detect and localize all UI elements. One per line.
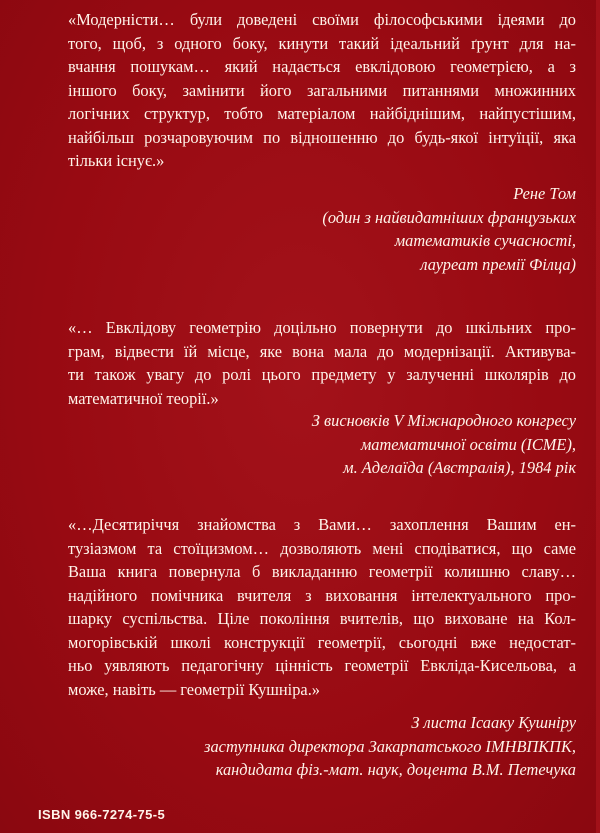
quote-rene-thom bbox=[68, 8, 576, 173]
attribution-line: З листа Ісааку Кушніру bbox=[411, 713, 576, 732]
quote-line: може, навіть — геометрії Кушніра.» bbox=[68, 679, 320, 699]
isbn-label: ISBN 966-7274-75-5 bbox=[38, 807, 166, 822]
quote-line: ньо уявляють педагогічну цінність геометрії Евкліда-Кисельова, а bbox=[68, 656, 576, 675]
attribution-petechuk bbox=[204, 711, 576, 782]
attribution-icme bbox=[312, 409, 576, 480]
quote-line: вчання пошукам… який надається евклідовою геометрією, а з bbox=[68, 57, 576, 76]
quote-line: того, щоб, з одного боку, кинути такий ідеальний ґрунт для на- bbox=[68, 33, 576, 53]
attribution-line: математиків сучасності, bbox=[394, 231, 576, 250]
attribution-line: математичної освіти (ICME), bbox=[360, 434, 576, 454]
quote-line: «Модерністи… були доведені своїми філософськими ідеями до bbox=[68, 10, 576, 29]
attribution-line: З висновків V Міжнародного конгресу bbox=[311, 411, 576, 430]
quote-line: логічних структур, тобто матеріалом найбіднішим, найпустішим, bbox=[68, 104, 576, 123]
cover-edge bbox=[596, 0, 600, 833]
quote-line: Ваша книга повернула б викладанню геометрії колишню славу… bbox=[68, 562, 576, 581]
quote-line: надійного помічника вчителя з виховання інтелектуального про- bbox=[68, 585, 576, 605]
attribution-line: м. Аделаїда (Австралія), 1984 рік bbox=[343, 458, 576, 477]
quote-petechuk bbox=[68, 513, 576, 701]
attribution-line: кандидата фіз.-мат. наук, доцента В.М. Петечука bbox=[215, 760, 576, 779]
quote-line: математичної теорії.» bbox=[68, 388, 219, 408]
attribution-line: лауреат премії Філца) bbox=[420, 254, 576, 274]
quote-line: ти також увагу до ролі цього предмету у залученні школярів до bbox=[68, 365, 576, 384]
quote-icme bbox=[68, 316, 576, 410]
attribution-line: (один з найвидатніших французьких bbox=[322, 207, 576, 227]
quote-line: грам, відвести їй місце, яке вона мала до модернізації. Активува- bbox=[68, 341, 576, 361]
quote-line: «… Евклідову геометрію доцільно повернути до шкільних про- bbox=[68, 318, 576, 337]
quote-line: іншого боку, замінити його загальними питаннями множинних bbox=[68, 80, 576, 100]
quote-line: «…Десятиріччя знайомства з Вами… захоплення Вашим ен- bbox=[68, 515, 576, 534]
attribution-line: заступника директора Закарпатського ІМНВПКПК, bbox=[204, 736, 576, 756]
quote-line: могорівській школі конструкції геометрії, сьогодні вже недостат- bbox=[68, 632, 576, 652]
quote-line: тільки існує.» bbox=[68, 151, 165, 170]
attribution-line: Рене Том bbox=[513, 184, 576, 203]
attribution-rene-thom bbox=[322, 182, 576, 276]
quote-line: тузіазмом та стоїцизмом… дозволяють мені сподіватися, що саме bbox=[68, 538, 576, 558]
quote-line: шарку суспільства. Ціле покоління вчителів, що виховане на Кол- bbox=[68, 609, 576, 628]
quote-line: найбільш розчаровуючим по відношенню до будь-якої інтуїції, яка bbox=[68, 127, 576, 147]
